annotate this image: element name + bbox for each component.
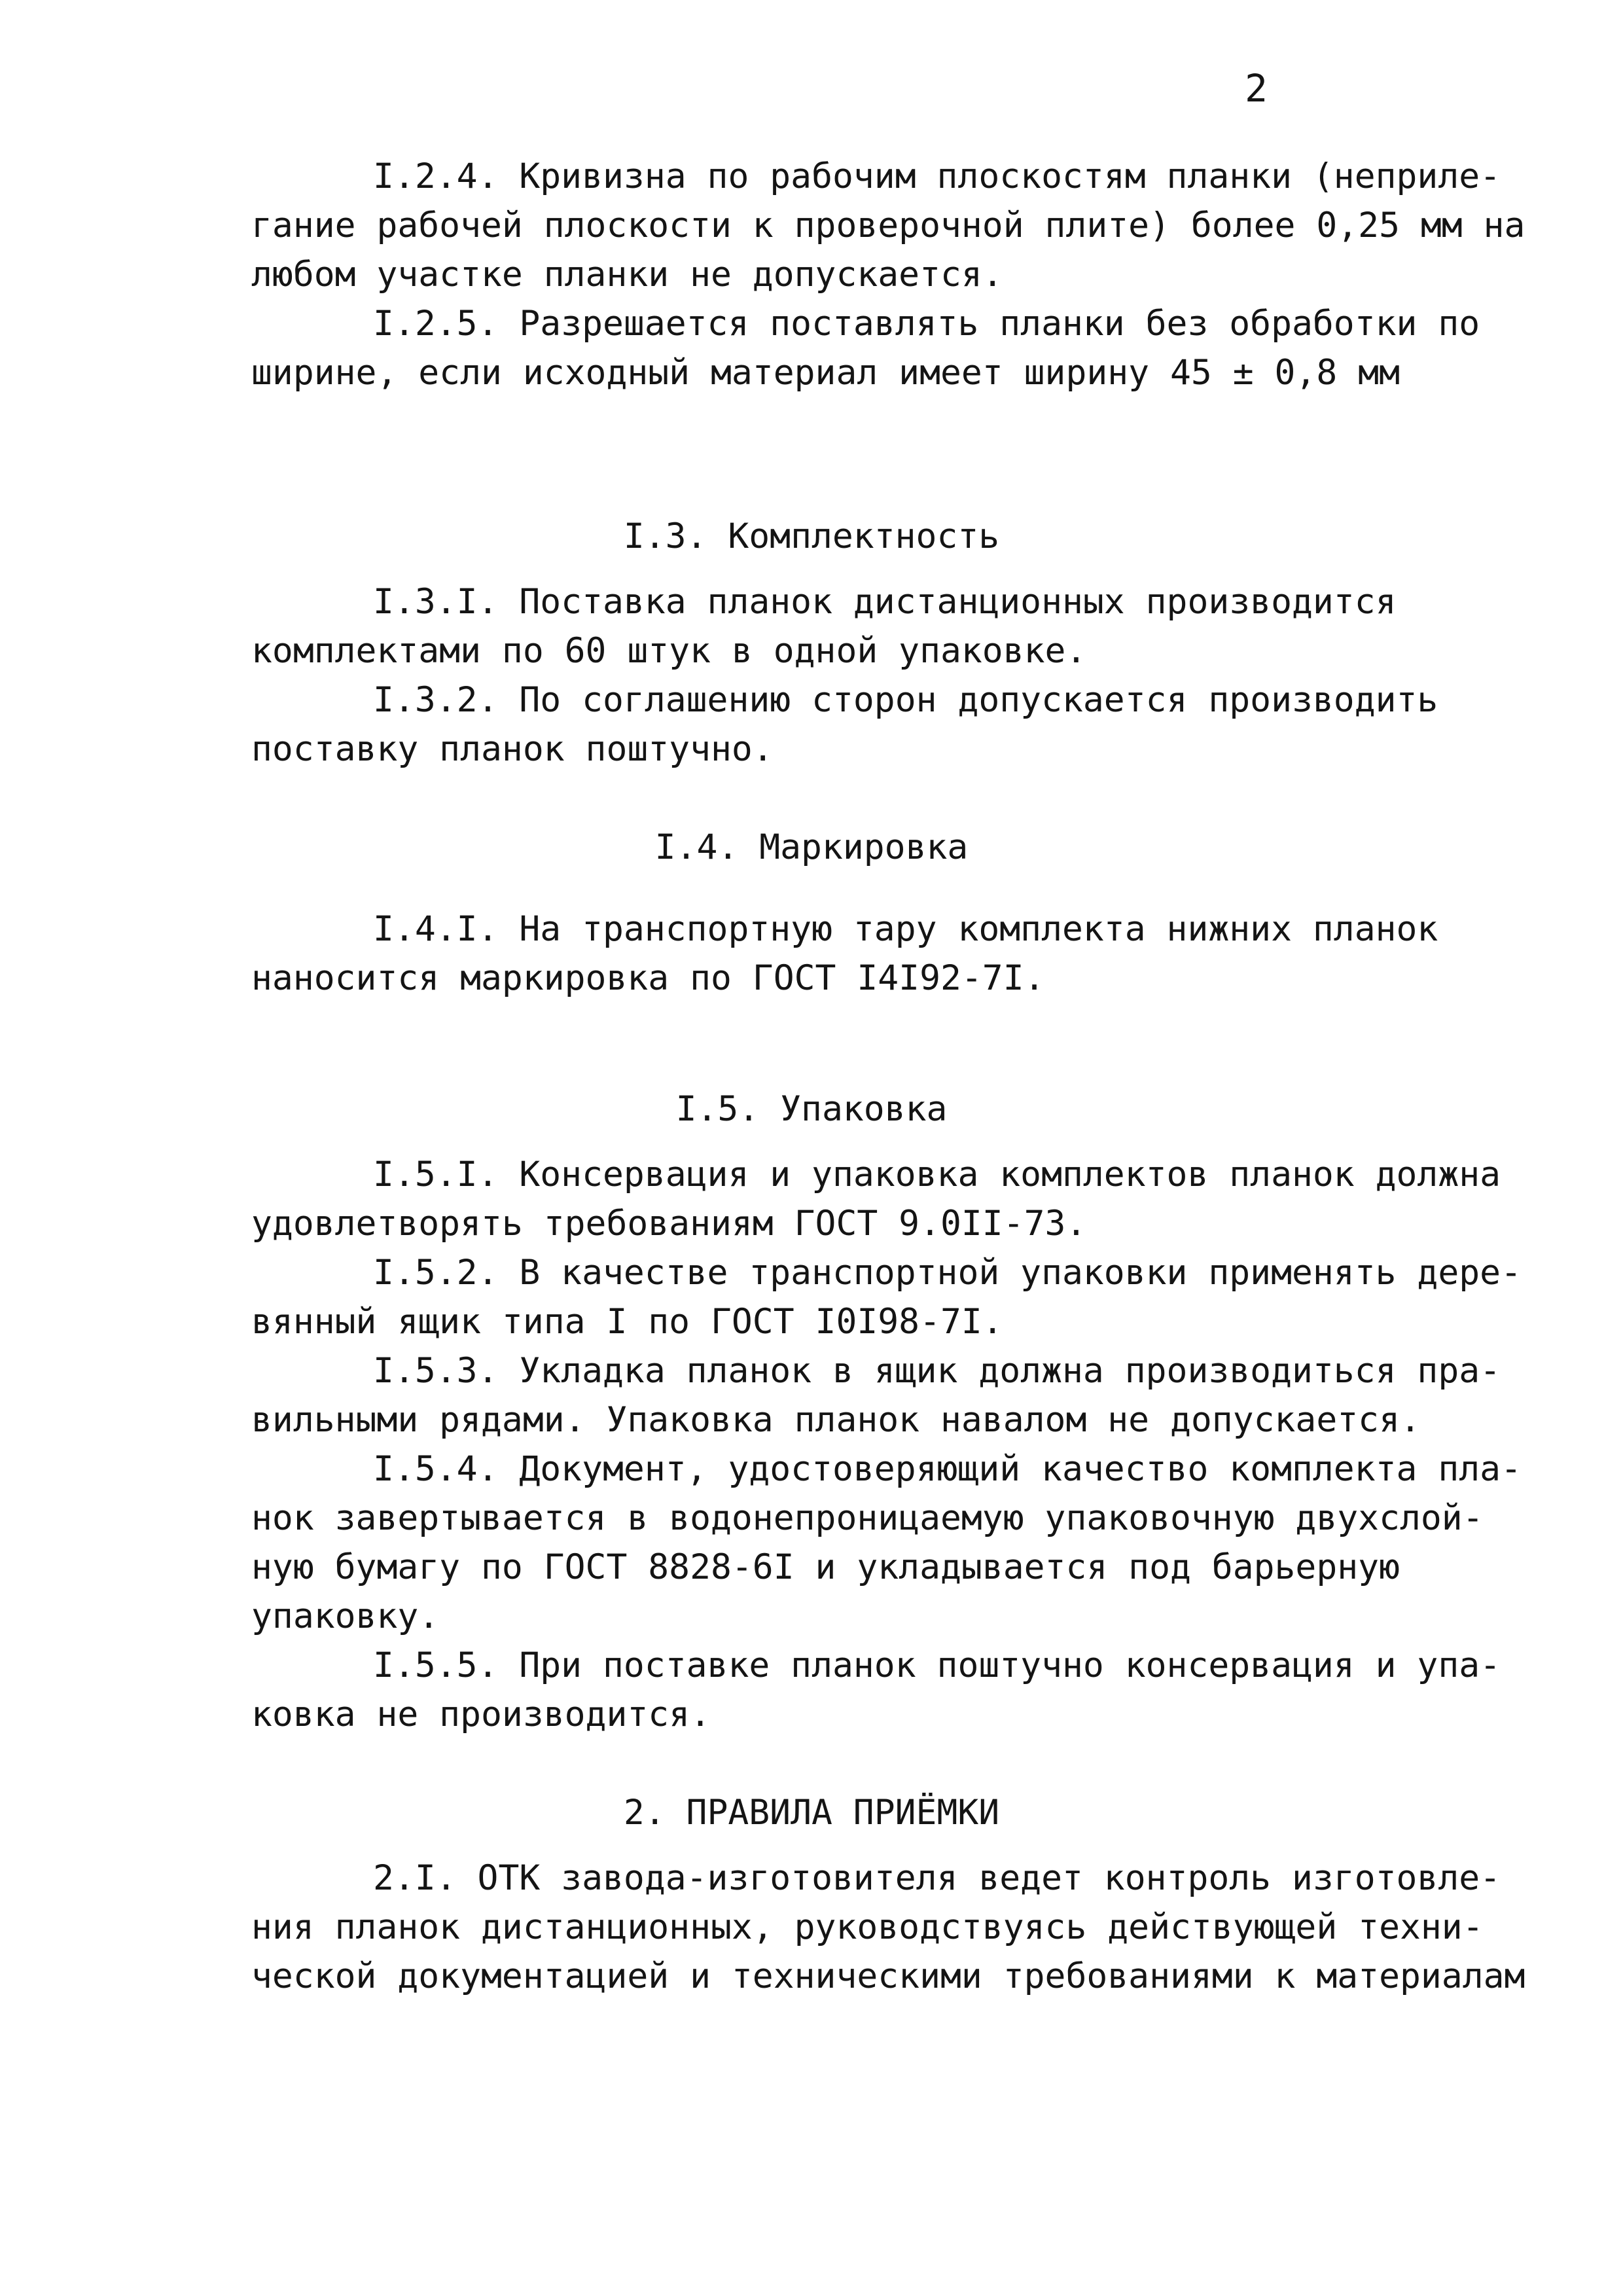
text-line: ния планок дистанционных, руководствуясь действующей техни- xyxy=(251,1907,1484,1947)
text-line: ную бумагу по ГОСТ 8828-6I и укладывается под барьерную xyxy=(251,1547,1400,1587)
text-line: I.2.4. Кривизна по рабочим плоскостям планки (неприле- xyxy=(373,156,1501,196)
text-line: I.4.I. На транспортную тару комплекта нижних планок xyxy=(373,909,1438,949)
text-line: удовлетворять требованиям ГОСТ 9.0II-73. xyxy=(251,1204,1087,1244)
text-line: вильными рядами. Упаковка планок навалом не допускается. xyxy=(251,1400,1421,1440)
text-line: I.5.3. Укладка планок в ящик должна производиться пра- xyxy=(373,1351,1501,1391)
section-heading-2: 2. ПРАВИЛА ПРИЁМКИ xyxy=(623,1793,1000,1833)
section-heading-1-5: I.5. Упаковка xyxy=(675,1089,948,1129)
page-number: 2 xyxy=(1245,66,1268,111)
text-line: ческой документацией и техническими требованиями к материалам xyxy=(251,1956,1525,1996)
text-line: комплектами по 60 штук в одной упаковке. xyxy=(251,631,1087,671)
section-heading-1-4: I.4. Маркировка xyxy=(654,827,969,867)
text-line: 2.I. ОТК завода-изготовителя ведет контроль изготовле- xyxy=(373,1858,1501,1898)
text-line: вянный ящик типа I по ГОСТ I0I98-7I. xyxy=(251,1302,1003,1342)
text-line: I.2.5. Разрешается поставлять планки без обработки по xyxy=(373,304,1480,344)
text-line: поставку планок поштучно. xyxy=(251,729,774,769)
text-line: упаковку. xyxy=(251,1596,440,1636)
text-line: I.3.2. По соглашению сторон допускается производить xyxy=(373,680,1438,720)
text-line: I.3.I. Поставка планок дистанционных производится xyxy=(373,582,1397,622)
text-line: нок завертывается в водонепроницаемую упаковочную двухслой- xyxy=(251,1498,1484,1538)
text-line: наносится маркировка по ГОСТ I4I92-7I. xyxy=(251,958,1045,998)
text-line: I.5.4. Документ, удостоверяющий качество комплекта пла- xyxy=(373,1449,1522,1489)
text-line: любом участке планки не допускается. xyxy=(251,255,1003,295)
section-heading-1-3: I.3. Комплектность xyxy=(623,516,1000,556)
text-line: I.5.5. При поставке планок поштучно консервация и упа- xyxy=(373,1645,1501,1685)
text-line: гание рабочей плоскости к проверочной плите) более 0,25 мм на xyxy=(251,206,1525,245)
text-line: ковка не производится. xyxy=(251,1695,711,1734)
text-line: I.5.I. Консервация и упаковка комплектов планок должна xyxy=(373,1155,1501,1194)
text-line: ширине, если исходный материал имеет ширину 45 ± 0,8 мм xyxy=(251,353,1400,393)
text-line: I.5.2. В качестве транспортной упаковки применять дере- xyxy=(373,1253,1522,1293)
